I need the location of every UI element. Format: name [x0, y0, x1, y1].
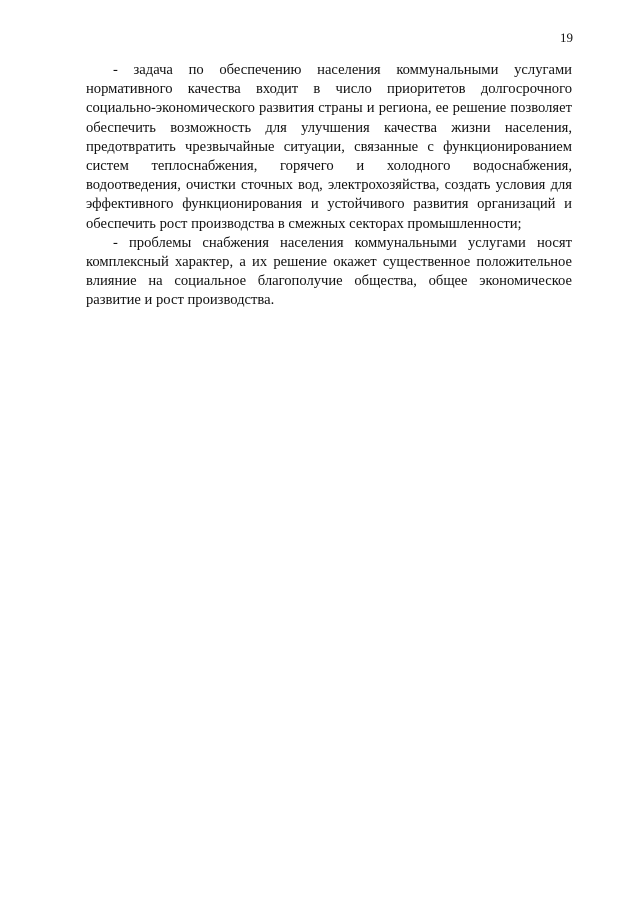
document-body: [86, 61, 572, 311]
paragraph-1: - задача по обеспечению населения коммунальными услугами нормативного качества входит в число приоритетов долгосрочного социально-экономического развития страны и региона, ее решение позволяет обеспечить возможность для улучшения качества жизни населения, предотвратить чрезвычайные ситуации, связанные с функционированием систем теплоснабжения, горячего и холодного водоснабжения, водоотведения, очистки сточных вод, электрохозяйства, создать условия для эффективного функционирования и устойчивого развития организаций и обеспечить рост производства в смежных секторах промышленности;: [86, 62, 572, 232]
paragraph-2: - проблемы снабжения населения коммунальными услугами носят комплексный характер, а их решение окажет существенное положительное влияние на социальное благополучие общества, общее экономическое развитие и рост производства.: [86, 234, 572, 309]
page-number: 19: [560, 30, 573, 45]
